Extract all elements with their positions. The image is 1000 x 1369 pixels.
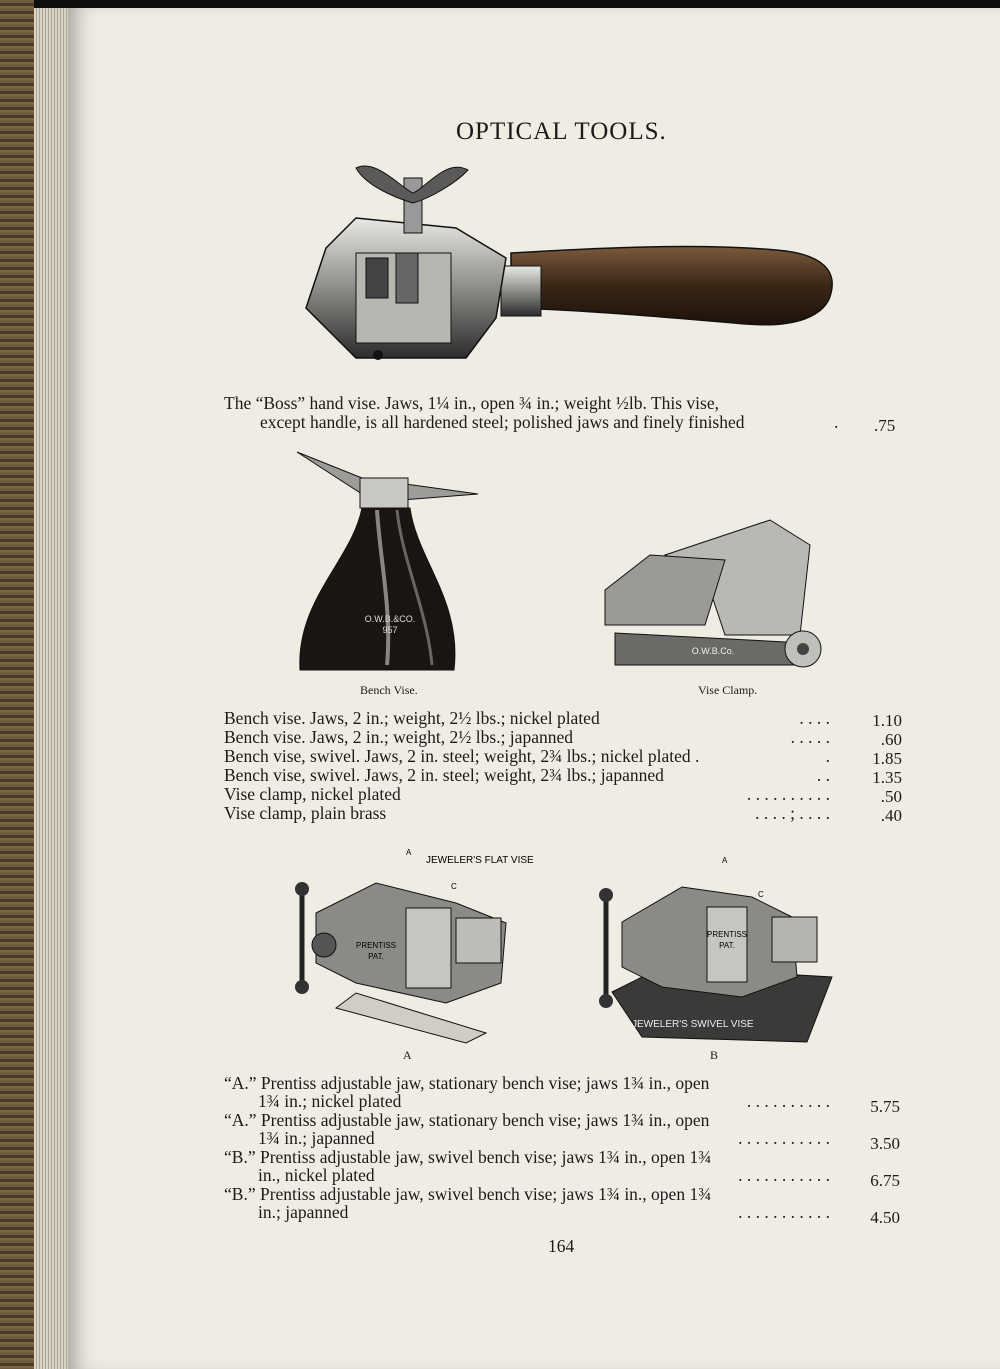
boss-vise-description-line-1: The “Boss” hand vise. Jaws, 1¼ in., open ¾ in.; weight ½lb. This vise, bbox=[224, 393, 719, 413]
fig-b-caption: B bbox=[710, 1048, 719, 1062]
price-row-leader: . . . . . bbox=[790, 727, 830, 747]
prentiss-row-line-2: 1¾ in.; japanned bbox=[258, 1128, 375, 1148]
price-row-text: Bench vise, swivel. Jaws, 2 in. steel; weight, 2¾ lbs.; nickel plated . bbox=[224, 746, 700, 766]
prentiss-row-leader: . . . . . . . . . . . bbox=[738, 1202, 830, 1222]
price-row-text: Bench vise. Jaws, 2 in.; weight, 2½ lbs.; nickel plated bbox=[224, 708, 600, 728]
vise-clamp-illustration bbox=[605, 515, 835, 675]
price-row-price: .50 bbox=[880, 787, 902, 806]
price-row-price: .60 bbox=[880, 730, 902, 749]
price-row-text: Vise clamp, nickel plated bbox=[224, 784, 401, 804]
price-row-price: .40 bbox=[880, 806, 902, 825]
price-row-leader: . . . . bbox=[799, 708, 830, 728]
prentiss-row-price: 5.75 bbox=[870, 1097, 900, 1116]
bench-vise-caption: Bench Vise. bbox=[360, 683, 418, 697]
price-row-text: Bench vise. Jaws, 2 in.; weight, 2½ lbs.; japanned bbox=[224, 727, 573, 747]
price-row-text: Vise clamp, plain brass bbox=[224, 803, 387, 823]
prentiss-row-line-1: “B.” Prentiss adjustable jaw, swivel bench vise; jaws 1¾ in., open 1¾ bbox=[224, 1147, 712, 1167]
prentiss-row-line-2: in.; japanned bbox=[258, 1202, 349, 1222]
price-row-price: 1.10 bbox=[872, 711, 902, 730]
fig-a-caption: A bbox=[403, 1048, 412, 1062]
price-row-leader: . . . . ; . . . . bbox=[755, 803, 830, 823]
prentiss-row-price: 6.75 bbox=[870, 1171, 900, 1190]
prentiss-row-leader: . . . . . . . . . . bbox=[746, 1091, 830, 1111]
fig-a-letter-a: A bbox=[406, 848, 412, 857]
boss-vise-price: .75 bbox=[874, 416, 896, 435]
page-number: 164 bbox=[548, 1236, 575, 1256]
boss-vise-leader: . bbox=[834, 412, 839, 432]
fig-a-label: JEWELER'S FLAT VISE bbox=[426, 855, 534, 866]
fig-a-mark-1: PRENTISS bbox=[355, 941, 397, 950]
boss-hand-vise-illustration bbox=[296, 158, 866, 378]
price-row-leader: . bbox=[825, 746, 830, 766]
price-row-leader: . . . . . . . . . . bbox=[746, 784, 830, 804]
book-binding bbox=[0, 0, 34, 1369]
price-row-price: 1.85 bbox=[872, 749, 902, 768]
prentiss-vise-b-illustration bbox=[602, 856, 842, 1042]
fig-b-letter-a: A bbox=[722, 856, 728, 865]
prentiss-row-leader: . . . . . . . . . . . bbox=[738, 1165, 830, 1185]
price-row-price: 1.35 bbox=[872, 768, 902, 787]
fig-b-mark-1: PRENTISS bbox=[706, 930, 748, 939]
prentiss-row-line-2: in., nickel plated bbox=[258, 1165, 375, 1185]
bench-vise-mark-1: O.W.B.&CO. bbox=[364, 614, 416, 624]
price-row-text: Bench vise, swivel. Jaws, 2 in. steel; weight, 2¾ lbs.; japanned bbox=[224, 765, 664, 785]
bench-vise-mark-2: 957 bbox=[382, 625, 398, 635]
price-row-leader: . . bbox=[816, 765, 830, 785]
fig-b-letter-c: C bbox=[758, 890, 764, 899]
prentiss-row-line-1: “A.” Prentiss adjustable jaw, stationary bench vise; jaws 1¾ in., open bbox=[224, 1110, 710, 1130]
fig-a-mark-2: PAT. bbox=[368, 952, 384, 961]
prentiss-row-price: 3.50 bbox=[870, 1134, 900, 1153]
prentiss-row-line-2: 1¾ in.; nickel plated bbox=[258, 1091, 402, 1111]
vise-clamp-caption: Vise Clamp. bbox=[698, 683, 758, 697]
fig-b-mark-2: PAT. bbox=[719, 941, 735, 950]
boss-vise-description-line-2: except handle, is all hardened steel; polished jaws and finely finished bbox=[260, 412, 745, 432]
prentiss-vise-a-illustration bbox=[296, 848, 534, 1043]
page-title: OPTICAL TOOLS. bbox=[456, 118, 667, 145]
vise-clamp-mark: O.W.B.Co. bbox=[691, 646, 735, 656]
prentiss-row-line-1: “A.” Prentiss adjustable jaw, stationary bench vise; jaws 1¾ in., open bbox=[224, 1073, 710, 1093]
prentiss-row-price: 4.50 bbox=[870, 1208, 900, 1227]
fig-b-label: JEWELER'S SWIVEL VISE bbox=[632, 1019, 754, 1030]
prentiss-row-leader: . . . . . . . . . . . bbox=[738, 1128, 830, 1148]
fig-a-letter-c: C bbox=[451, 882, 457, 891]
bench-vise-illustration bbox=[292, 450, 482, 675]
prentiss-row-line-1: “B.” Prentiss adjustable jaw, swivel bench vise; jaws 1¾ in., open 1¾ bbox=[224, 1184, 712, 1204]
